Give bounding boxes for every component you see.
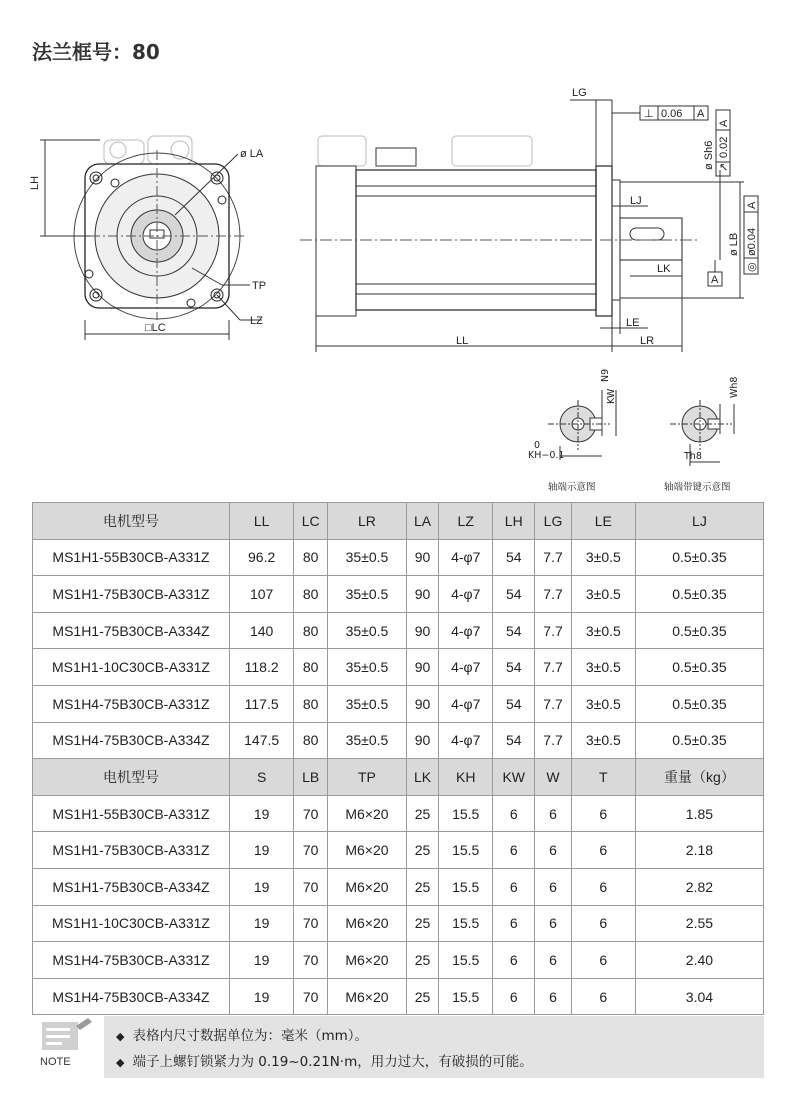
table-cell: 90 — [406, 612, 438, 649]
table-cell: 6 — [535, 978, 572, 1015]
kh-upper-label: 0 — [534, 440, 541, 451]
table-cell: 19 — [230, 868, 294, 905]
table-cell: 6 — [571, 978, 635, 1015]
table-cell: 35±0.5 — [328, 576, 407, 613]
table-cell: 80 — [294, 649, 328, 686]
tol-coax-label: ø0.04 — [746, 227, 758, 256]
table-cell: M6×20 — [328, 942, 407, 979]
note-line-2: ◆ 端子上螺钉锁紧力为 0.19~0.21N·m，用力过大，有破损的可能。 — [116, 1054, 533, 1070]
table-cell: 25 — [406, 905, 438, 942]
table-cell: 2.18 — [635, 832, 763, 869]
table-cell: 54 — [493, 722, 535, 759]
table-cell: 15.5 — [439, 978, 493, 1015]
table-cell: 54 — [493, 539, 535, 576]
table-cell: 19 — [230, 905, 294, 942]
table-cell: 7.7 — [535, 612, 572, 649]
table-cell: 6 — [493, 795, 535, 832]
table-cell: M6×20 — [328, 795, 407, 832]
table-cell: MS1H1-10C30CB-A331Z — [33, 649, 230, 686]
table-cell: MS1H1-75B30CB-A334Z — [33, 612, 230, 649]
header-cell: LB — [294, 759, 328, 796]
table-cell: 6 — [571, 905, 635, 942]
header-cell: 重量（kg） — [635, 759, 763, 796]
table-cell: MS1H1-55B30CB-A331Z — [33, 539, 230, 576]
lj-label: LJ — [630, 195, 642, 207]
header-cell: LJ — [635, 503, 763, 540]
tol-runout-label: 0.02 — [718, 136, 730, 158]
lh-label: LH — [29, 175, 41, 190]
table-cell: 90 — [406, 722, 438, 759]
table-cell: MS1H4-75B30CB-A331Z — [33, 685, 230, 722]
header-cell: LR — [328, 503, 407, 540]
table-cell: 19 — [230, 795, 294, 832]
kw-label: KW — [606, 388, 617, 404]
tp-label: TP — [252, 280, 267, 292]
lr-label: LR — [640, 335, 655, 347]
table-cell: 80 — [294, 685, 328, 722]
table-cell: 4-φ7 — [439, 612, 493, 649]
note-label: NOTE — [40, 1056, 71, 1068]
table-cell: 1.85 — [635, 795, 763, 832]
table-cell: 19 — [230, 832, 294, 869]
table-cell: 7.7 — [535, 539, 572, 576]
table-cell: 70 — [294, 942, 328, 979]
table-cell: 6 — [493, 978, 535, 1015]
header-cell: LZ — [439, 503, 493, 540]
table-cell: M6×20 — [328, 978, 407, 1015]
coax-symbol: ◎ — [746, 262, 758, 272]
table-cell: 0.5±0.35 — [635, 539, 763, 576]
header-cell: KH — [439, 759, 493, 796]
table-cell: 3±0.5 — [571, 649, 635, 686]
table-cell: 4-φ7 — [439, 685, 493, 722]
table-cell: 3.04 — [635, 978, 763, 1015]
table-cell: 25 — [406, 868, 438, 905]
table-cell: 70 — [294, 832, 328, 869]
table-cell: 7.7 — [535, 576, 572, 613]
table-cell: 25 — [406, 942, 438, 979]
table-cell: 3±0.5 — [571, 612, 635, 649]
table-cell: 0.5±0.35 — [635, 685, 763, 722]
datum-label: A — [697, 108, 705, 120]
table-cell: 0.5±0.35 — [635, 576, 763, 613]
table-cell: 7.7 — [535, 722, 572, 759]
table-cell: MS1H4-75B30CB-A331Z — [33, 942, 230, 979]
runout-symbol: ↗ — [718, 162, 730, 172]
lg-label: LG — [572, 87, 587, 99]
table-cell: 15.5 — [439, 795, 493, 832]
table-cell: 90 — [406, 649, 438, 686]
table-cell: 6 — [493, 832, 535, 869]
perp-symbol: ⊥ — [644, 108, 654, 120]
table-cell: 54 — [493, 649, 535, 686]
header-cell: TP — [328, 759, 407, 796]
table-cell: 54 — [493, 576, 535, 613]
table-cell: 25 — [406, 832, 438, 869]
table-cell: MS1H1-75B30CB-A334Z — [33, 868, 230, 905]
table-cell: 15.5 — [439, 832, 493, 869]
table-row — [33, 649, 764, 686]
table-header-row — [33, 759, 764, 796]
table-cell: 19 — [230, 942, 294, 979]
table-cell: 117.5 — [230, 685, 294, 722]
table-row — [33, 868, 764, 905]
header-cell: LA — [406, 503, 438, 540]
header-cell: S — [230, 759, 294, 796]
tol-perp-label: 0.06 — [661, 108, 683, 120]
table-cell: 70 — [294, 978, 328, 1015]
table-cell: 80 — [294, 539, 328, 576]
table-cell: 6 — [493, 905, 535, 942]
table-cell: 6 — [571, 795, 635, 832]
table-row — [33, 942, 764, 979]
table-cell: 35±0.5 — [328, 539, 407, 576]
spec-table — [32, 502, 764, 1015]
table-cell: MS1H1-75B30CB-A331Z — [33, 576, 230, 613]
table-cell: 80 — [294, 722, 328, 759]
table-cell: MS1H4-75B30CB-A334Z — [33, 978, 230, 1015]
shaft-key-detail — [670, 400, 734, 466]
kh-label: KH−0.1 — [528, 450, 565, 461]
table-row — [33, 612, 764, 649]
lb-label: ø LB — [728, 232, 740, 256]
n9-label: N9 — [600, 368, 611, 382]
table-cell: MS1H1-10C30CB-A331Z — [33, 905, 230, 942]
table-cell: 2.40 — [635, 942, 763, 979]
dimension-drawings — [0, 0, 800, 500]
header-cell: LK — [406, 759, 438, 796]
table-cell: 80 — [294, 576, 328, 613]
table-cell: 90 — [406, 685, 438, 722]
table-cell: 70 — [294, 868, 328, 905]
table-cell: 4-φ7 — [439, 722, 493, 759]
table-cell: MS1H1-75B30CB-A331Z — [33, 832, 230, 869]
table-cell: 2.82 — [635, 868, 763, 905]
table-cell: 0.5±0.35 — [635, 649, 763, 686]
caption-key: 轴端带键示意图 — [664, 482, 731, 493]
side-view — [300, 100, 758, 352]
table-cell: 15.5 — [439, 868, 493, 905]
table-cell: MS1H4-75B30CB-A334Z — [33, 722, 230, 759]
table-cell: 0.5±0.35 — [635, 612, 763, 649]
table-cell: 7.7 — [535, 685, 572, 722]
table-cell: 3±0.5 — [571, 539, 635, 576]
table-cell: 6 — [493, 868, 535, 905]
table-cell: 35±0.5 — [328, 685, 407, 722]
table-cell: 140 — [230, 612, 294, 649]
table-cell: 4-φ7 — [439, 576, 493, 613]
w-label: Wh8 — [729, 376, 740, 398]
table-cell: 6 — [571, 868, 635, 905]
table-cell: M6×20 — [328, 832, 407, 869]
table-cell: 6 — [571, 832, 635, 869]
t-label: Th8 — [684, 451, 702, 462]
header-cell: T — [571, 759, 635, 796]
table-cell: 4-φ7 — [439, 649, 493, 686]
table-cell: 2.55 — [635, 905, 763, 942]
table-row — [33, 978, 764, 1015]
table-cell: 4-φ7 — [439, 539, 493, 576]
table-row — [33, 685, 764, 722]
bullet-icon: ◆ — [116, 1030, 125, 1043]
table-cell: 3±0.5 — [571, 685, 635, 722]
table-cell: 6 — [493, 942, 535, 979]
datum-label-2: A — [718, 119, 730, 127]
table-cell: 6 — [535, 905, 572, 942]
header-cell: LH — [493, 503, 535, 540]
la-label: ø LA — [240, 148, 264, 160]
table-cell: M6×20 — [328, 868, 407, 905]
ll-label: LL — [456, 335, 469, 347]
table-cell: 96.2 — [230, 539, 294, 576]
table-cell: 19 — [230, 978, 294, 1015]
table-row — [33, 722, 764, 759]
table-row — [33, 795, 764, 832]
header-cell: LL — [230, 503, 294, 540]
table-cell: 6 — [535, 795, 572, 832]
datum-box-label: A — [711, 274, 719, 286]
table-cell: 54 — [493, 685, 535, 722]
table-cell: 7.7 — [535, 649, 572, 686]
table-cell: 6 — [535, 832, 572, 869]
datum-label-3: A — [746, 201, 758, 209]
front-view — [40, 136, 262, 340]
table-cell: M6×20 — [328, 905, 407, 942]
caption-shaft: 轴端示意图 — [548, 482, 596, 493]
table-cell: 6 — [571, 942, 635, 979]
lz-label: LZ — [250, 315, 263, 327]
note-line-1: ◆ 表格内尺寸数据单位为：毫米（mm）。 — [116, 1028, 369, 1044]
table-cell: 90 — [406, 576, 438, 613]
table-cell: 15.5 — [439, 942, 493, 979]
header-cell: KW — [493, 759, 535, 796]
note-section — [32, 1016, 764, 1078]
table-row — [33, 539, 764, 576]
table-row — [33, 832, 764, 869]
table-cell: 35±0.5 — [328, 612, 407, 649]
table-cell: 3±0.5 — [571, 576, 635, 613]
table-cell: 25 — [406, 795, 438, 832]
header-cell: W — [535, 759, 572, 796]
table-row — [33, 905, 764, 942]
table-cell: 70 — [294, 795, 328, 832]
header-cell: 电机型号 — [33, 759, 230, 796]
table-header-row — [33, 503, 764, 540]
note-icon — [32, 1016, 102, 1078]
table-cell: 6 — [535, 868, 572, 905]
table-cell: 35±0.5 — [328, 722, 407, 759]
table-cell: 0.5±0.35 — [635, 722, 763, 759]
table-cell: 90 — [406, 539, 438, 576]
table-cell: 6 — [535, 942, 572, 979]
header-cell: LE — [571, 503, 635, 540]
table-cell: 35±0.5 — [328, 649, 407, 686]
header-cell: LC — [294, 503, 328, 540]
note-box — [104, 1016, 764, 1078]
le-label: LE — [626, 317, 640, 329]
page-title: 法兰框号：80 — [32, 40, 160, 64]
s-label: ø Sh6 — [703, 140, 715, 170]
table-cell: 80 — [294, 612, 328, 649]
table-cell: 54 — [493, 612, 535, 649]
table-cell: 3±0.5 — [571, 722, 635, 759]
table-cell: 118.2 — [230, 649, 294, 686]
lk-label: LK — [657, 263, 671, 275]
lc-label: □LC — [145, 322, 166, 334]
table-cell: 70 — [294, 905, 328, 942]
table-cell: 15.5 — [439, 905, 493, 942]
header-cell: LG — [535, 503, 572, 540]
table-row — [33, 576, 764, 613]
table-cell: 25 — [406, 978, 438, 1015]
bullet-icon: ◆ — [116, 1056, 125, 1069]
header-cell: 电机型号 — [33, 503, 230, 540]
table-cell: 147.5 — [230, 722, 294, 759]
table-cell: 107 — [230, 576, 294, 613]
table-cell: MS1H1-55B30CB-A331Z — [33, 795, 230, 832]
